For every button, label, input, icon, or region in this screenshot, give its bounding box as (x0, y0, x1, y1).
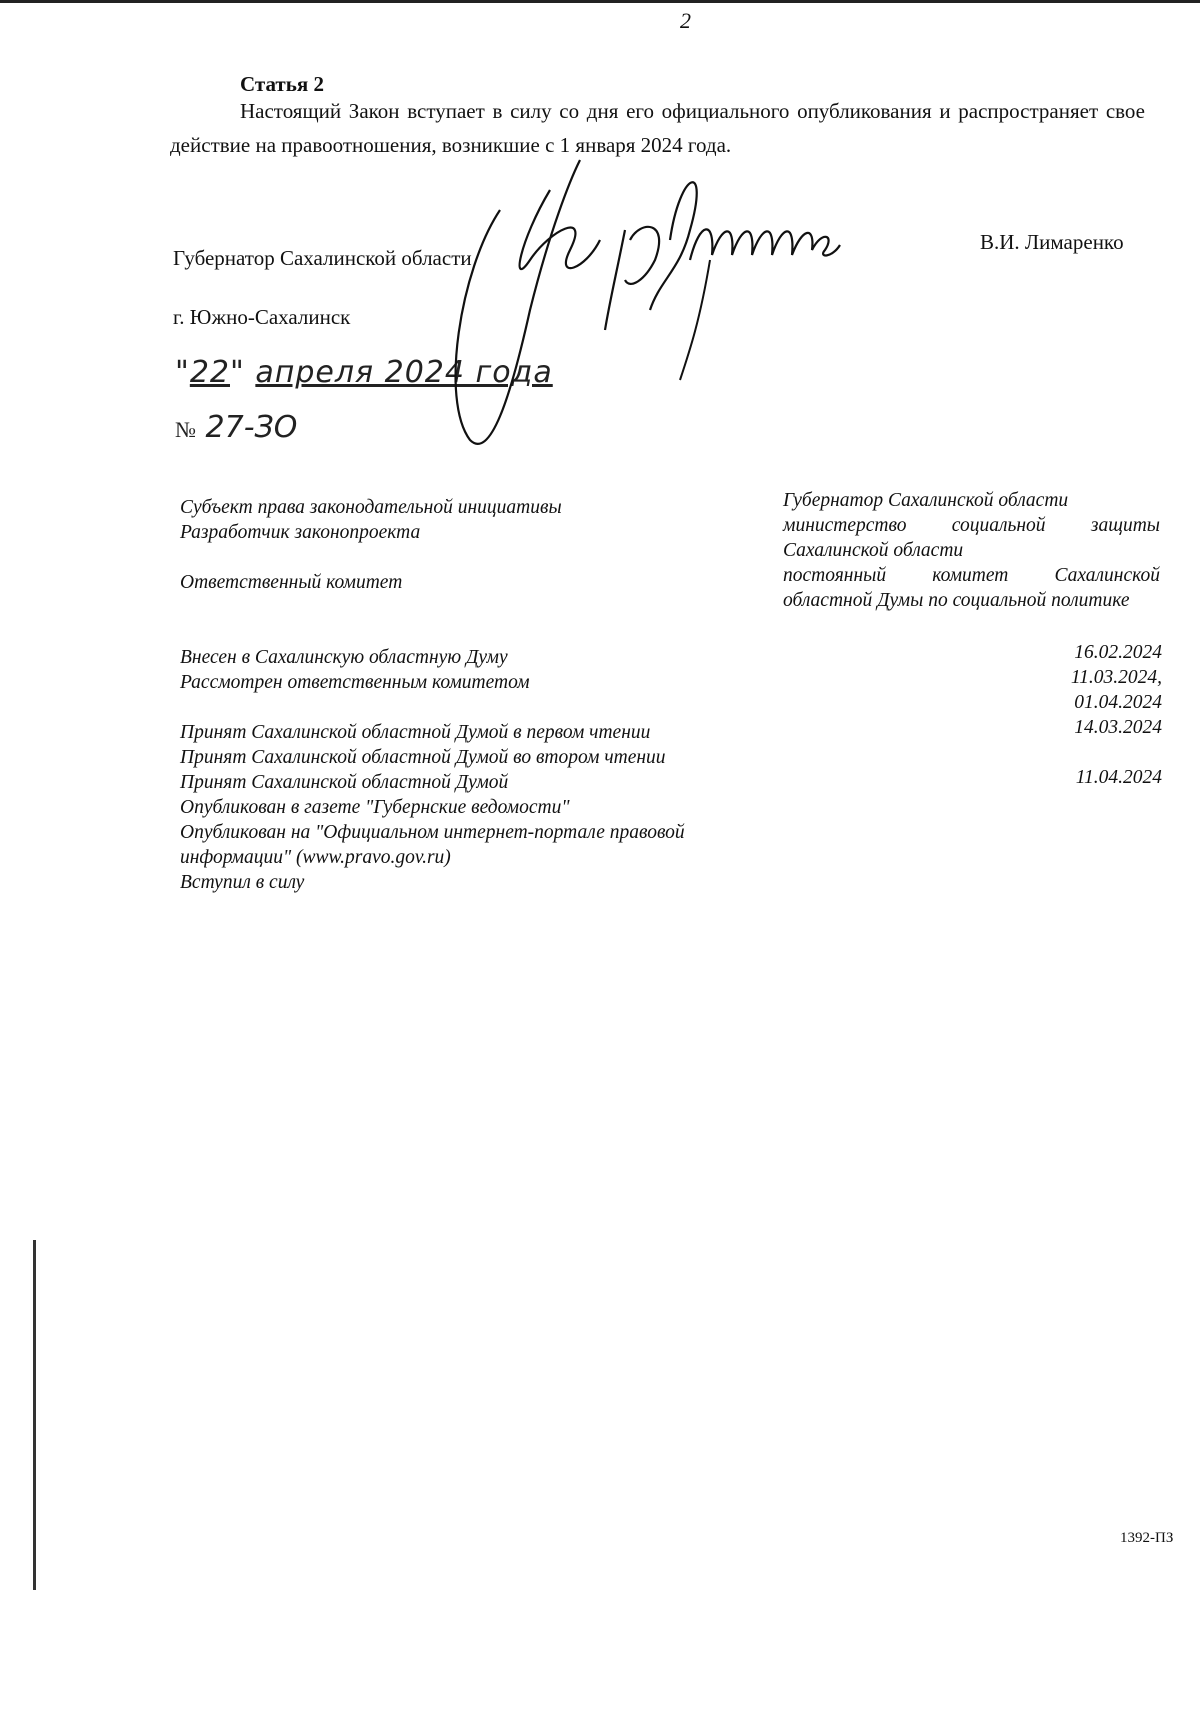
meta-date: 11.04.2024 (1075, 767, 1162, 788)
meta-developer: министерство социальной защиты Сахалинской области (783, 515, 1160, 561)
meta-label: Вступил в силу (180, 872, 305, 893)
meta-date: 14.03.2024 (1074, 717, 1162, 738)
article-text: Настоящий Закон вступает в силу со дня его официального опубликования и распространяет свое действие на правоотношения, возникшие с 1 января 2024 года. (170, 99, 1145, 157)
meta-subject: Губернатор Сахалинской области (783, 490, 1069, 511)
meta-label: Опубликован на "Официальном интернет-портале правовой (180, 822, 685, 843)
article-title: Статья 2 (240, 72, 324, 96)
date-open-quote: " (175, 355, 190, 390)
meta-label: информации" (www.pravo.gov.ru) (180, 847, 451, 868)
meta-label: Принят Сахалинской областной Думой (180, 772, 509, 793)
signing-city: г. Южно-Сахалинск (173, 305, 351, 329)
metadata-values (783, 488, 1160, 613)
signatory-name: В.И. Лимаренко (980, 230, 1124, 254)
page-number: 2 (680, 8, 691, 33)
date-day: 22 (189, 355, 230, 390)
meta-label: Ответственный комитет (180, 572, 403, 593)
meta-label: Внесен в Сахалинскую областную Думу (180, 647, 508, 668)
metadata-dates (1000, 640, 1162, 790)
meta-label: Рассмотрен ответственным комитетом (180, 672, 530, 693)
meta-label: Разработчик законопроекта (180, 522, 421, 543)
date-month-year: апреля 2024 года (255, 355, 553, 390)
metadata-labels (180, 495, 800, 895)
number-value: 27-ЗО (205, 410, 298, 445)
scan-edge-mark (33, 1240, 36, 1590)
number-prefix: № (175, 417, 196, 442)
meta-date: 16.02.2024 (1074, 642, 1162, 663)
signatory-role: Губернатор Сахалинской области (173, 246, 472, 270)
meta-committee: постоянный комитет Сахалинской областной Думы по социальной политике (783, 565, 1160, 611)
meta-date: 01.04.2024 (1074, 692, 1162, 713)
top-border (0, 0, 1200, 3)
meta-label: Опубликован в газете "Губернские ведомости" (180, 797, 570, 818)
date-close-quote: " (230, 355, 245, 390)
meta-label: Субъект права законодательной инициативы (180, 497, 562, 518)
meta-date: 11.03.2024, (1070, 667, 1162, 688)
law-number (175, 410, 297, 445)
handwritten-signature (440, 150, 960, 470)
document-code: 1392-ПЗ (1120, 1530, 1174, 1546)
meta-label: Принят Сахалинской областной Думой в первом чтении (180, 722, 651, 743)
meta-label: Принят Сахалинской областной Думой во втором чтении (180, 747, 666, 768)
